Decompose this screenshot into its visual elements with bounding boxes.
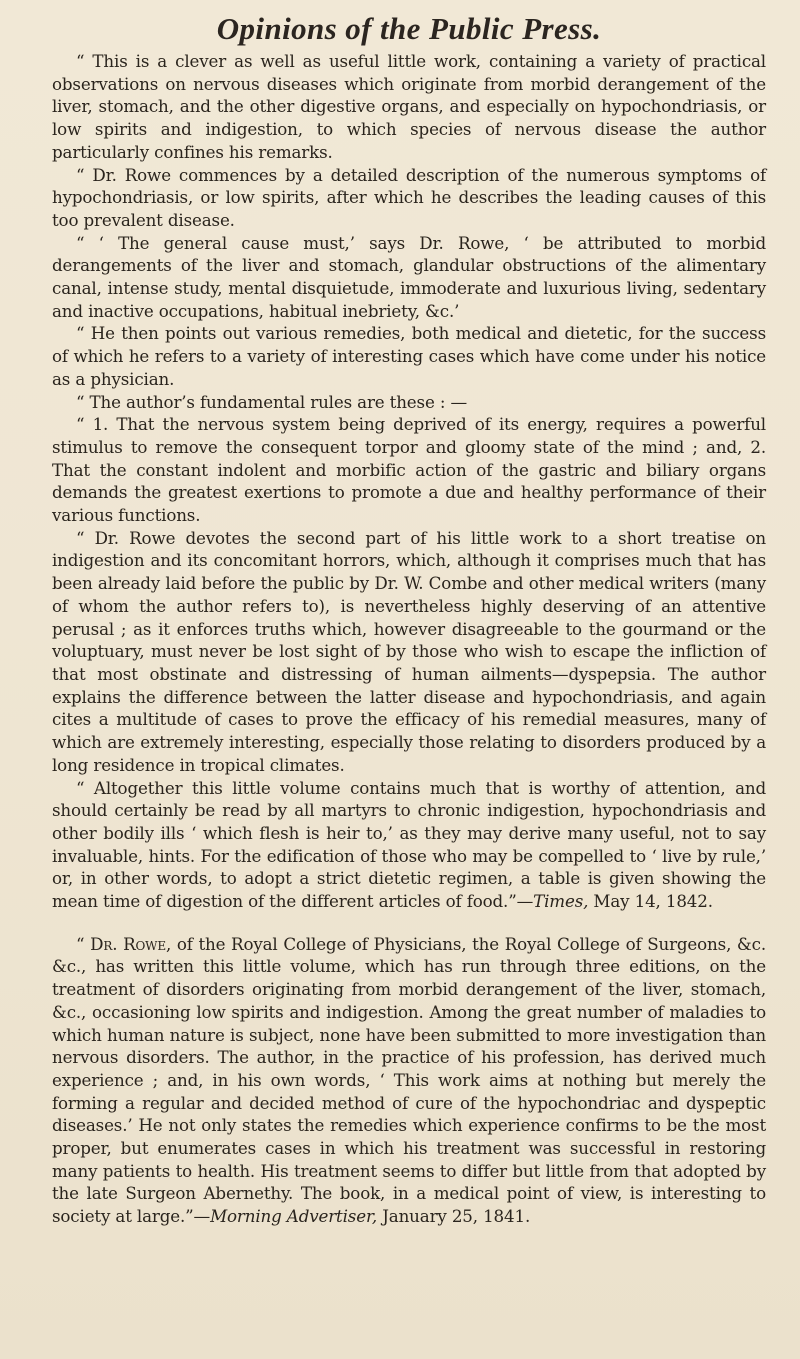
- source-citation: Times,: [533, 891, 589, 912]
- review-paragraph: “ ‘ The general cause must,’ says Dr. Rowe, ‘ be attributed to morbid derangements of the liver and stomach, glandular obstructions of the alimentary canal, intense study, mental disquietude, immoderate and luxurious living, sedentary and inactive occupations, habitual inebriety, &c.’: [52, 232, 766, 321]
- source-citation: Morning Advertiser,: [210, 1206, 378, 1227]
- citation-date: January 25, 1841.: [377, 1206, 531, 1227]
- review-paragraph: “ This is a clever as well as useful little work, containing a variety of practical observations on nervous diseases which originate from morbid derangement of the liver, stomach, and the other digestive organs, and especially on hypochondriasis, or low spirits and indigestion, to which species of nervous disease the author particularly confines his remarks.: [52, 51, 766, 162]
- review-paragraph: [52, 933, 766, 1228]
- review-paragraph: “ He then points out various remedies, both medical and dietetic, for the success of which he refers to a variety of interesting cases which have come under his notice as a physician.: [52, 323, 766, 389]
- review-paragraph: “ Dr. Rowe devotes the second part of his little work to a short treatise on indigestion and its concomitant horrors, which, although it comprises much that has been already laid before the public by Dr. W. Combe and other medical writers (many of whom the author refers to), is nevertheless highly deserving of an attentive perusal ; as it enforces truths which, however disagreeable to the gourmand or the voluptuary, must never be lost sight of by those who wish to escape the infliction of that most obstinate and distressing of human ailments—dyspepsia. The author explains the difference between the latter disease and hypochondriasis, and again cites a multitude of cases to prove the efficacy of his remedial measures, many of which are extremely interesting, especially those relating to disorders produced by a long residence in tropical climates.: [52, 527, 766, 775]
- review-paragraph: “ 1. That the nervous system being deprived of its energy, requires a powerful stimulus to remove the consequent torpor and gloomy state of the mind ; and, 2. That the constant indolent and morbific action of the gastric and biliary organs demands the greatest exertions to promote a due and healthy performance of their various functions.: [52, 414, 766, 526]
- review-closing-paragraph: [52, 777, 766, 913]
- review-paragraph: “ Dr. Rowe commences by a detailed description of the numerous symptoms of hypochondriasis, or low spirits, after which he describes the leading causes of this too prevalent disease.: [52, 164, 766, 230]
- author-name: Dr. Rowe: [90, 933, 166, 954]
- running-title: Opinions of the Public Press.: [216, 11, 602, 46]
- review-paragraph: “ The author’s fundamental rules are these : —: [76, 391, 467, 412]
- times-review: [52, 50, 766, 913]
- closing-text: “ Altogether this little volume contains much that is worthy of attention, and should certainly be read by all martyrs to chronic indigestion, hypochondriasis and other bodily ills ‘ which flesh is heir to,’ as they may derive many useful, not to say invaluable, hints. For the edification of those who may be compelled to ‘ live by rule,’ or, in other words, to adopt a strict dietetic regimen, a table is given showing the mean time of digestion of the different articles of food.”—: [52, 777, 766, 912]
- citation-date: May 14, 1842.: [588, 891, 713, 912]
- review-body: , of the Royal College of Physicians, the Royal College of Surgeons, &c. &c., has written this little volume, which has run through three editions, on the treatment of disorders originating from morbid derangement of the liver, stomach, &c., occasioning low spirits and indigestion. Among the great number of maladies to which human nature is subject, none have been submitted to more investigation than nervous disorders. The author, in the practice of his profession, has derived much experience ; and, in his own words, ‘ This work aims at nothing but merely the forming a regular and decided method of cure of the hypochondriac and dyspeptic diseases.’ He not only states the remedies which experience confirms to be the most proper, but enumerates cases in which his treatment was successful in restoring many patients to health. His treatment seems to differ but little from that adopted by the late Surgeon Abernethy. The book, in a medical point of view, is interesting to society at large.”—: [52, 933, 766, 1227]
- opening-quote: “: [76, 933, 91, 954]
- morning-advertiser-review: [52, 933, 766, 1228]
